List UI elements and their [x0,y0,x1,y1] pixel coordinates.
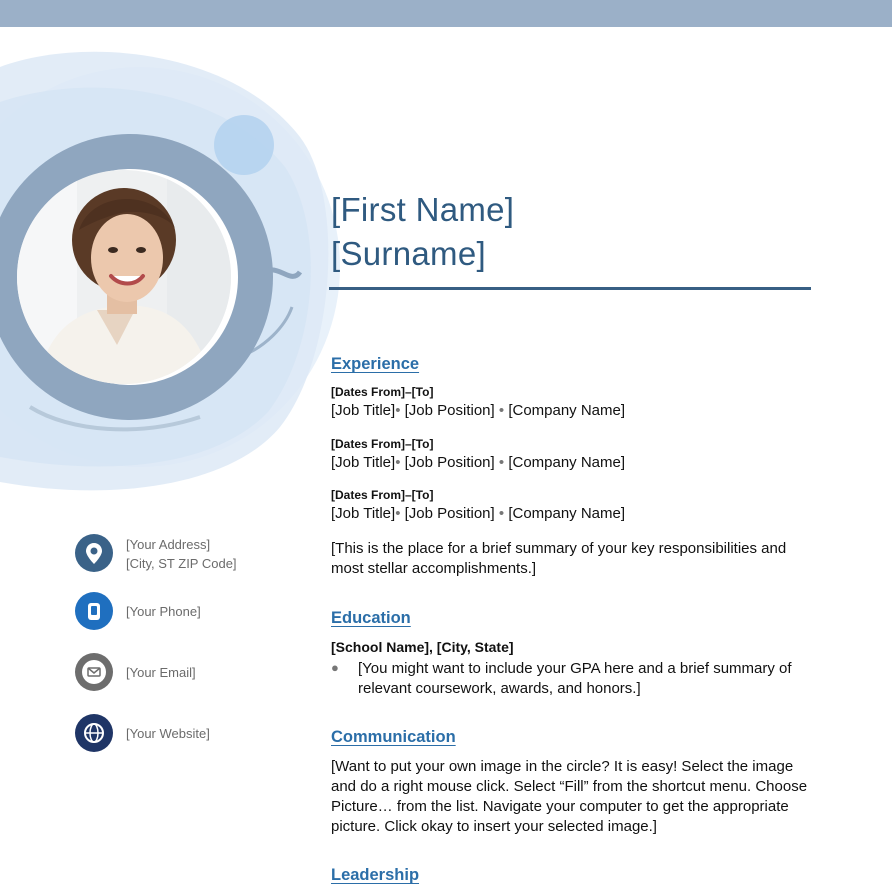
separator-dot: • [395,505,401,522]
education-detail: [You might want to include your GPA here and a brief summary of relevant coursework, awards, and honors.] [358,660,792,697]
education-heading: Education [331,609,411,627]
phone-text: [Your Phone] [126,604,201,619]
separator-dot: • [498,454,505,471]
name-block [331,188,514,276]
job-position: [Job Position] [404,505,495,522]
surname: [Surname] [331,235,486,272]
separator-dot: • [395,402,401,419]
bullet-icon: ● [331,660,339,675]
website-text: [Your Website] [126,726,210,741]
separator-dot: • [498,402,505,419]
top-color-band [0,0,892,27]
first-name: [First Name] [331,191,515,228]
company-name: [Company Name] [508,505,626,522]
experience-2-line [331,454,625,471]
experience-3-dates: [Dates From]–[To] [331,488,434,502]
communication-text: [Want to put your own image in the circle? It is easy! Select the image and do a right mouse click. Select “Fill” from the shortcut menu. Choose Picture… from the list. Navigate your computer to get the appropriate picture. Click okay to insert your selected image.] [331,758,808,835]
leadership-heading: Leadership [331,866,420,884]
globe-icon [74,713,114,753]
address-line-2: [City, ST ZIP Code] [126,556,237,571]
job-title: [Job Title] [331,402,396,419]
job-title: [Job Title] [331,505,396,522]
school-name: [School Name], [City, State] [331,639,514,655]
separator-dot: • [498,505,505,522]
job-title: [Job Title] [331,454,396,471]
job-position: [Job Position] [404,402,495,419]
email-text: [Your Email] [126,665,196,680]
address-text [126,535,237,573]
experience-1-dates: [Dates From]–[To] [331,385,434,399]
experience-heading: Experience [331,355,420,373]
company-name: [Company Name] [508,454,626,471]
experience-summary: [This is the place for a brief summary of your key responsibilities and most stellar accomplishments.] [331,540,787,577]
name-divider [329,287,811,290]
experience-2-dates: [Dates From]–[To] [331,437,434,451]
communication-heading: Communication [331,728,456,746]
experience-1-line [331,402,625,419]
profile-photo [17,170,231,384]
location-pin-icon [74,533,114,573]
email-icon [74,652,114,692]
address-line-1: [Your Address] [126,537,211,552]
company-name: [Company Name] [508,402,626,419]
separator-dot: • [395,454,401,471]
job-position: [Job Position] [404,454,495,471]
phone-icon [74,591,114,631]
experience-3-line [331,505,625,522]
